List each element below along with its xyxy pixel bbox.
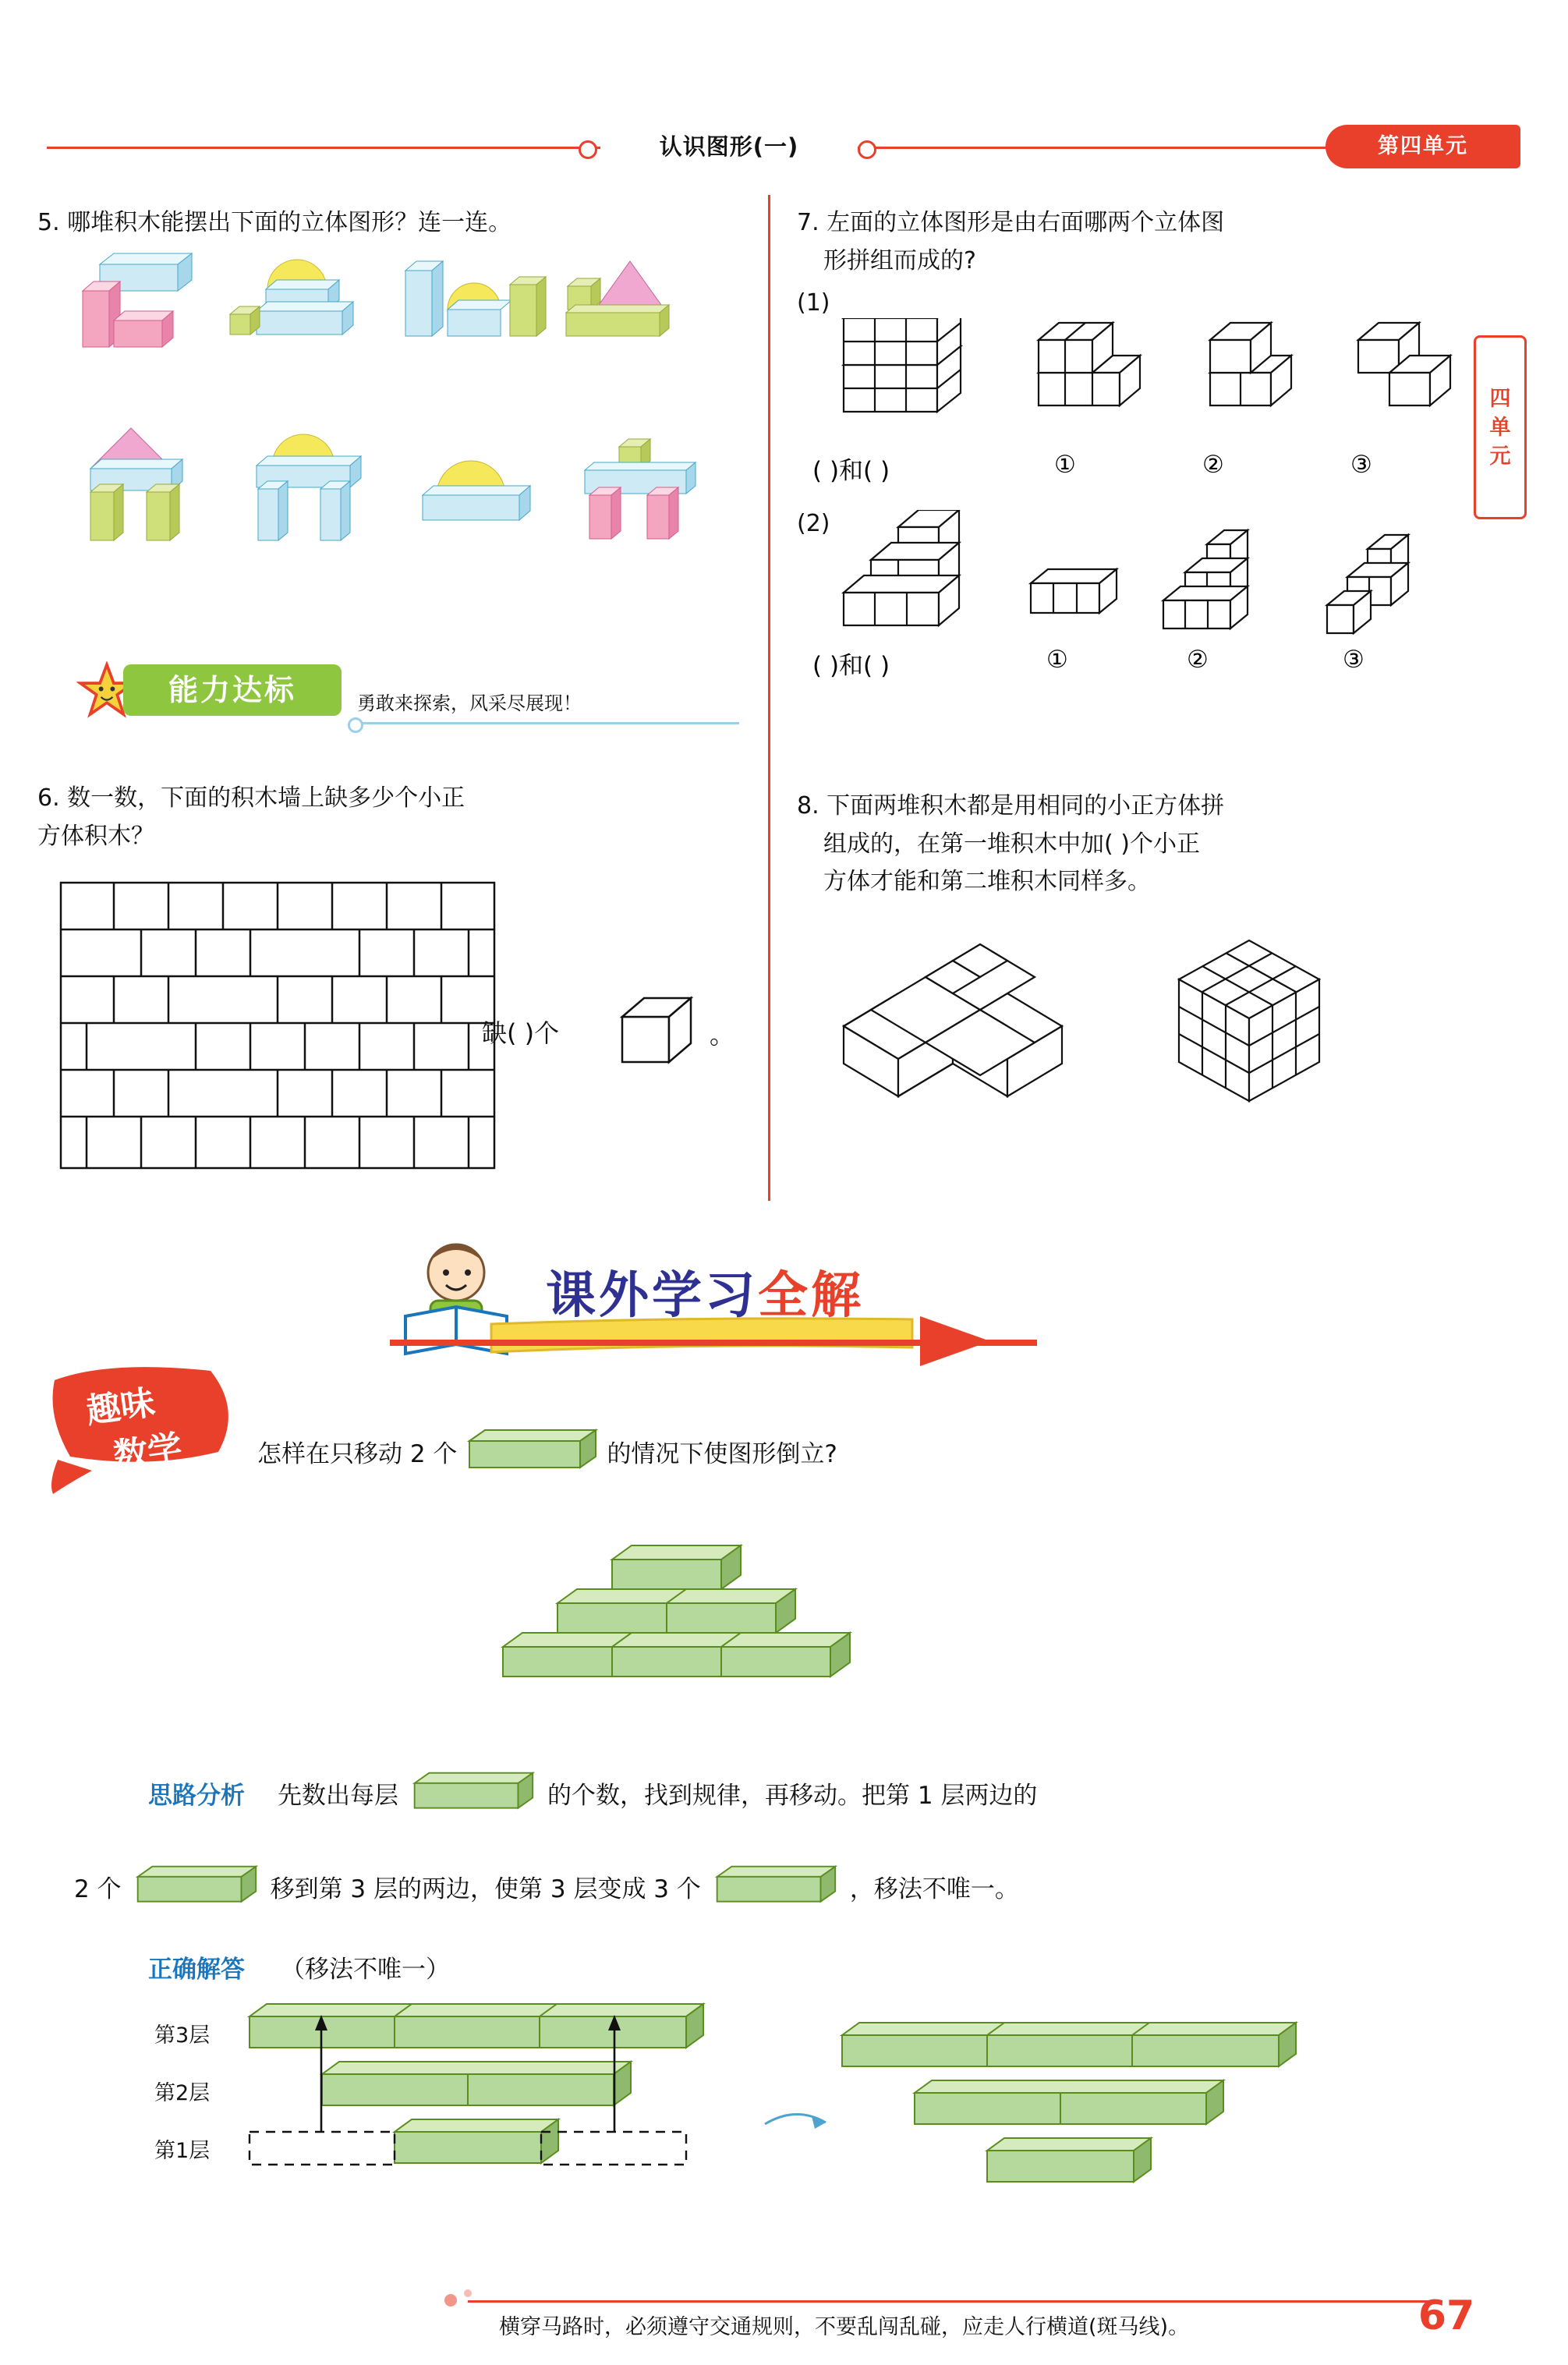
question-6-answer-text: 缺( )个 [482, 1018, 560, 1048]
fun-question-after: 的情况下使图形倒立? [607, 1439, 837, 1468]
question-6 [37, 780, 739, 1050]
skill-banner-subtitle: 勇敢来探索，风采尽展现！ [357, 692, 582, 714]
skill-banner [37, 647, 739, 733]
footer-rule [468, 2300, 1442, 2303]
fun-math-tag [39, 1357, 265, 1497]
question-6-text [37, 780, 739, 818]
fun-question-before: 怎样在只移动 2 个 [257, 1439, 458, 1468]
question-6-number: 6. [37, 784, 60, 812]
answer-note: （移法不唯一） [281, 1956, 450, 1984]
question-8-line-3: 方体才能和第二堆积木同样多。 [823, 868, 1151, 896]
analysis-part-1: 先数出每层 [278, 1781, 398, 1810]
analysis-line2-a: 2 个 [74, 1875, 122, 1903]
question-6-answer-line [482, 1014, 559, 1050]
green-brick-icon [462, 1427, 602, 1475]
brick-wall-diagram [59, 881, 496, 1170]
skill-banner-rule-dot-icon [348, 717, 363, 733]
analysis-line2-b: 移到第 3 层的两边，使第 3 层变成 3 个 [270, 1875, 701, 1903]
extra-learning-underline [390, 1340, 1037, 1346]
question-7-row-2-answers [797, 646, 1483, 689]
question-7-row2-choice-2: ② [1187, 646, 1209, 674]
unit-cube-icon [614, 992, 708, 1070]
question-5-number: 5. [37, 209, 60, 236]
question-7 [797, 204, 1483, 689]
footer-dot-2-icon [464, 2289, 472, 2297]
layer-3-label: 第3层 [154, 2023, 211, 2048]
question-7-line-1: 左面的立体图形是由右面哪两个立体图 [826, 209, 1225, 236]
question-6-period: 。 [710, 1020, 735, 1050]
extra-title-blue-part: 课外学习 [546, 1267, 758, 1325]
question-8 [797, 788, 1483, 1112]
question-7-sub-1-label: (1) [797, 289, 830, 317]
question-7-choice-2: ② [1202, 450, 1224, 479]
question-8-text [797, 788, 1483, 826]
question-7-row2-choice-3: ③ [1343, 646, 1364, 674]
answer-line [148, 1949, 450, 1984]
question-5-body: 哪堆积木能摆出下面的立体图形？连一连。 [67, 209, 512, 236]
question-6-line-2: 方体积木？ [37, 822, 154, 850]
unit-badge: 第四单元 [1326, 125, 1520, 168]
question-7-choice-3: ③ [1350, 450, 1372, 479]
side-tab-char-3: 元 [1489, 444, 1511, 469]
question-8-line-2: 组成的，在第一堆积木中加( )个小正 [823, 830, 1200, 858]
question-5-built-shapes [37, 409, 739, 550]
fun-tag-line-1: 趣味 [83, 1383, 158, 1432]
side-tab-char-1: 四 [1489, 386, 1511, 411]
fun-question-line [257, 1427, 837, 1475]
green-brick-icon [707, 1864, 844, 1909]
layer-1-label: 第1层 [154, 2139, 211, 2163]
question-7-blank-1: ( )和( ) [812, 456, 890, 485]
question-7-row-1-figures [797, 318, 1467, 451]
side-tab-char-2: 单 [1489, 415, 1511, 440]
question-7-text [797, 204, 1483, 243]
footer-dot-1-icon [444, 2294, 457, 2307]
green-brick-icon [405, 1770, 541, 1815]
question-7-blank-2: ( )和( ) [812, 652, 890, 681]
question-7-row-2-figures [797, 510, 1467, 650]
layer-2-label: 第2层 [154, 2081, 211, 2105]
question-7-line-2: 形拼组而成的? [823, 246, 976, 274]
header-dot-left-icon [579, 140, 597, 159]
transform-arrow-icon [760, 2098, 830, 2144]
question-6-line-1: 数一数，下面的积木墙上缺多少个小正 [67, 784, 465, 812]
question-5-text [37, 204, 739, 243]
question-7-number: 7. [797, 209, 819, 236]
question-8-figures [828, 917, 1467, 1112]
page-title: 认识图形(一) [600, 123, 858, 170]
header-dot-right-icon [858, 140, 876, 159]
extra-learning-title [546, 1255, 864, 1327]
brick-pyramid-figure [483, 1528, 1060, 1708]
analysis-part-2: 的个数，找到规律，再移动。把第 1 层两边的 [547, 1781, 1038, 1810]
question-5 [37, 204, 739, 550]
analysis-label: 思路分析 [148, 1781, 245, 1810]
answer-label: 正确解答 [148, 1956, 245, 1984]
skill-banner-title: 能力达标 [168, 673, 296, 707]
green-brick-icon [128, 1864, 264, 1909]
footer-tip: 横穿马路时，必须遵守交通规则，不要乱闯乱碰，应走人行横道(斑马线)。 [499, 2315, 1190, 2339]
question-7-sub-2-label: (2) [797, 509, 830, 537]
skill-banner-pill [123, 664, 342, 716]
question-5-block-piles-top [37, 243, 739, 383]
column-divider [768, 195, 770, 1201]
page-number: 67 [1418, 2292, 1475, 2339]
analysis-line-2 [74, 1864, 1019, 1909]
question-8-number: 8. [797, 792, 819, 820]
question-8-line-1: 下面两堆积木都是用相同的小正方体拼 [826, 792, 1225, 820]
solution-figure-right [826, 2012, 1326, 2215]
question-7-row-1-answers [797, 451, 1483, 497]
question-7-row2-choice-1: ① [1046, 646, 1068, 674]
analysis-line-1 [148, 1770, 1037, 1815]
question-7-choice-1: ① [1054, 450, 1076, 479]
skill-banner-rule [357, 722, 739, 724]
fun-tag-line-2: 数学 [111, 1428, 185, 1477]
analysis-line2-c: ，移法不唯一。 [849, 1875, 1019, 1903]
solution-figure-left [234, 1993, 733, 2211]
extra-title-red-part: 全解 [758, 1267, 864, 1325]
